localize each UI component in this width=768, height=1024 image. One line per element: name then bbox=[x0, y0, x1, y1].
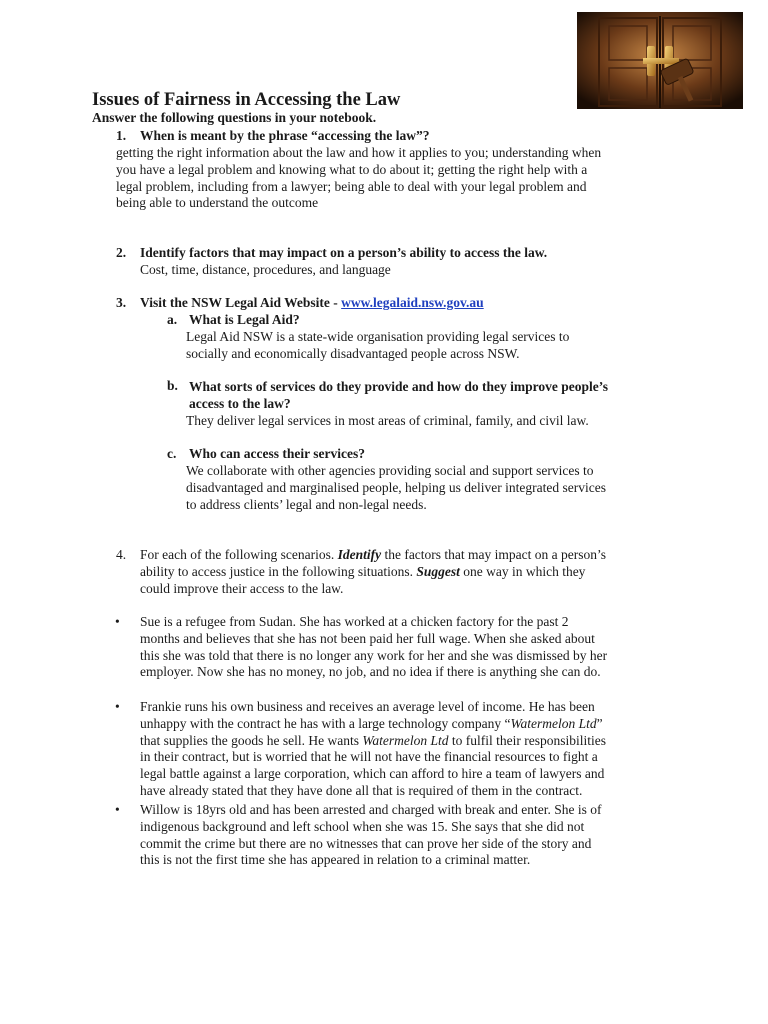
answer-2: Cost, time, distance, procedures, and language bbox=[140, 262, 391, 277]
question-3b-line: What sorts of services do they provide and how do they improve people’s bbox=[189, 379, 609, 394]
answer-3c-line: disadvantaged and marginalised people, helping us deliver integrated services bbox=[186, 479, 606, 495]
scenario-line: Sue is a refugee from Sudan. She has worked at a chicken factory for the past 2 bbox=[140, 614, 569, 629]
instructions: Answer the following questions in your notebook. bbox=[92, 110, 377, 125]
answer-1-line: you have a legal problem and knowing what to do about it; getting the right help with a bbox=[116, 161, 588, 177]
bullet-icon: • bbox=[115, 802, 120, 817]
question-3-text: Visit the NSW Legal Aid Website - bbox=[140, 295, 342, 310]
answer-3a bbox=[186, 329, 569, 363]
bullet-icon: • bbox=[115, 699, 120, 714]
scenario-line: indigenous background and left school when she was 15. She says that she did not bbox=[140, 818, 585, 834]
scenario-line: Willow is 18yrs old and has been arrested and charged with break and enter. She is of bbox=[140, 802, 602, 817]
scenario-line: commit the crime but there are no witnesses that can prove her side of the story and bbox=[140, 835, 592, 851]
scenario-text: unhappy with the contract he has with a large technology company “ bbox=[140, 715, 511, 731]
question-4-text: could improve their access to the law. bbox=[140, 580, 344, 596]
scenario-text: to fulfil their responsibilities bbox=[448, 732, 606, 748]
scenario-willow bbox=[140, 802, 601, 869]
question-4-text: the factors that may impact on a person’s bbox=[381, 547, 607, 562]
page-title: Issues of Fairness in Accessing the Law bbox=[92, 90, 401, 110]
question-3a-letter: a. bbox=[167, 312, 178, 327]
question-1-text: When is meant by the phrase “accessing the law”? bbox=[140, 128, 430, 143]
legal-aid-website-link[interactable]: www.legalaid.nsw.gov.au bbox=[341, 295, 484, 310]
scenario-line: months and believes that she has not been paid her full wage. When she asked about bbox=[140, 630, 595, 646]
question-2-text: Identify factors that may impact on a person’s ability to access the law. bbox=[140, 245, 548, 260]
scenario-sue bbox=[140, 614, 607, 681]
scenario-line: this is not the first time she has appeared in relation to a criminal matter. bbox=[140, 852, 531, 868]
question-3-number: 3. bbox=[116, 295, 127, 310]
question-3c-text: Who can access their services? bbox=[189, 446, 365, 461]
question-4-text: For each of the following scenarios. bbox=[140, 547, 338, 562]
answer-1-line: legal problem, including from a lawyer; being able to deal with your legal problem and bbox=[116, 178, 587, 194]
suggest-emphasis: Suggest bbox=[416, 563, 460, 579]
question-3a-text: What is Legal Aid? bbox=[189, 312, 300, 327]
company-name: Watermelon Ltd bbox=[362, 732, 449, 748]
answer-3a-line: socially and economically disadvantaged people across NSW. bbox=[186, 345, 520, 361]
scenario-text: ” bbox=[596, 715, 603, 731]
answer-1 bbox=[116, 145, 601, 212]
question-1-number: 1. bbox=[116, 128, 127, 143]
scenario-line: employer. Now she has no money, no job, and no idea if there is anything she can do. bbox=[140, 664, 601, 680]
scenario-line: have already stated that they have done all that is required of them in the contract. bbox=[140, 782, 583, 798]
answer-3b: They deliver legal services in most areas of criminal, family, and civil law. bbox=[186, 413, 589, 428]
scenario-line: in their contract, but is worried that he will not have the financial resources to fight a bbox=[140, 749, 598, 765]
scenario-frankie bbox=[140, 699, 606, 800]
gavel-door-photo bbox=[577, 12, 743, 109]
scenario-line: legal battle against a large corporation, which can afford to hire a team of lawyers and bbox=[140, 766, 605, 782]
answer-1-line: being able to understand the outcome bbox=[116, 195, 319, 211]
question-3b-line: access to the law? bbox=[189, 396, 291, 411]
answer-1-line: getting the right information about the law and how it applies to you; understanding when bbox=[116, 145, 602, 160]
scenario-line: Frankie runs his own business and receives an average level of income. He has been bbox=[140, 699, 595, 714]
answer-3a-line: Legal Aid NSW is a state-wide organisation providing legal services to bbox=[186, 329, 570, 344]
scenario-line: this she was told that there is no longer any work for her and she was dismissed by her bbox=[140, 647, 608, 663]
question-4-number: 4. bbox=[116, 547, 127, 562]
company-name: Watermelon Ltd bbox=[510, 715, 597, 731]
answer-3c-line: to address clients’ legal and non-legal needs. bbox=[186, 496, 427, 512]
answer-3c bbox=[186, 463, 606, 513]
question-3b-letter: b. bbox=[167, 378, 178, 393]
question-2-number: 2. bbox=[116, 245, 127, 260]
question-4-text: ability to access justice in the following situations. bbox=[140, 563, 417, 579]
question-3c-letter: c. bbox=[167, 446, 177, 461]
question-4-text: one way in which they bbox=[459, 563, 586, 579]
bullet-icon: • bbox=[115, 614, 120, 629]
answer-3c-line: We collaborate with other agencies providing social and support services to bbox=[186, 463, 594, 478]
scenario-text: that supplies the goods he sell. He wants bbox=[140, 732, 363, 748]
identify-emphasis: Identify bbox=[337, 547, 382, 562]
